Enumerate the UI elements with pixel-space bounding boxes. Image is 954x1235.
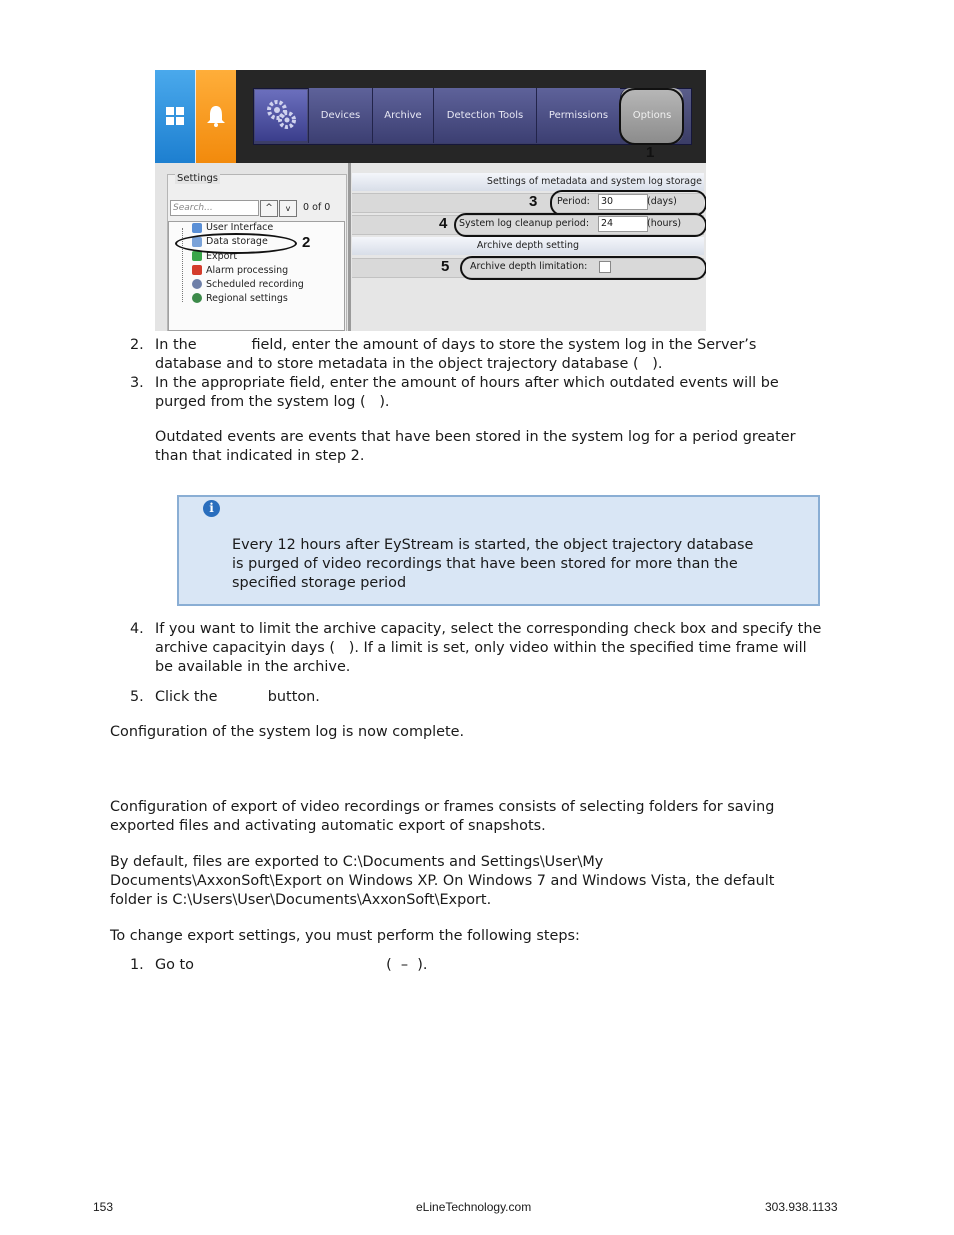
step-number: 5. <box>130 689 144 705</box>
alarm-tile[interactable] <box>196 70 236 163</box>
search-input[interactable]: Search... <box>170 200 259 216</box>
tree-alarm-processing[interactable]: Alarm processing <box>206 265 289 276</box>
nav-devices[interactable]: Devices <box>308 88 372 143</box>
default-path-line: By default, files are exported to C:\Documents and Settings\User\My <box>110 854 604 870</box>
tree-user-interface[interactable]: User Interface <box>206 222 274 233</box>
bell-icon <box>206 105 226 127</box>
nav-archive[interactable]: Archive <box>372 88 433 143</box>
period-unit: (days) <box>647 196 677 207</box>
export-intro-line: exported files and activating automatic export of snapshots. <box>110 818 546 834</box>
step-number: 3. <box>130 375 144 391</box>
archive-label: Archive depth limitation: <box>470 261 588 272</box>
info-icon: i <box>203 500 220 517</box>
outdated-note-line: than that indicated in step 2. <box>155 448 365 464</box>
period-input[interactable]: 30 <box>598 194 648 210</box>
footer-website: eLineTechnology.com <box>416 1200 532 1214</box>
callout-oval-1 <box>619 88 684 145</box>
info-text-line: specified storage period <box>232 575 407 591</box>
step-text-line: Click the button. <box>155 689 320 705</box>
tree-regional-settings[interactable]: Regional settings <box>206 293 288 304</box>
tree-export[interactable]: Export <box>206 251 238 262</box>
footer-phone: 303.938.1133 <box>765 1200 838 1214</box>
step-number: 4. <box>130 621 144 637</box>
default-path-line: Documents\AxxonSoft\Export on Windows XP. On Windows 7 and Windows Vista, the default <box>110 873 775 889</box>
step-text-line: In the field, enter the amount of days to store the system log in the Server’s <box>155 337 757 353</box>
callout-3: 3 <box>529 193 538 210</box>
callout-oval-2 <box>175 233 297 254</box>
callout-1: 1 <box>646 144 655 161</box>
callout-5: 5 <box>441 258 450 275</box>
next-result-button[interactable]: v <box>279 200 297 217</box>
windows-tile[interactable] <box>155 70 195 163</box>
prev-result-button[interactable]: ^ <box>260 200 278 217</box>
nav-options[interactable]: Options <box>620 88 683 143</box>
settings-screenshot <box>155 70 706 331</box>
page-number: 153 <box>93 1200 114 1214</box>
step-text-line: database and to store metadata in the object trajectory database ( ). <box>155 356 663 372</box>
archive-header: Archive depth setting <box>352 237 704 255</box>
info-text-line: is purged of video recordings that have been stored for more than the <box>232 556 738 572</box>
step-number: 2. <box>130 337 144 353</box>
cleanup-label: System log cleanup period: <box>459 218 590 229</box>
default-path-line: folder is C:\Users\User\Documents\AxxonSoft\Export. <box>110 892 492 908</box>
tree-data-storage[interactable]: Data storage <box>206 236 268 247</box>
clock-icon <box>192 279 202 289</box>
export-intro-line: Configuration of export of video recordings or frames consists of selecting folders for saving <box>110 799 775 815</box>
step-text-line: archive capacityin days ( ). If a limit is set, only video within the specified time frame will <box>155 640 807 656</box>
step-text-line: purged from the system log ( ). <box>155 394 390 410</box>
tile-gap <box>236 70 253 163</box>
metadata-header: Settings of metadata and system log storage <box>352 173 704 191</box>
windows-icon <box>166 107 184 125</box>
step-text-line: If you want to limit the archive capacity, select the corresponding check box and specify the <box>155 621 822 637</box>
nav-detection-tools[interactable]: Detection Tools <box>433 88 536 143</box>
cleanup-unit: (hours) <box>647 218 682 229</box>
step-text-line: be available in the archive. <box>155 659 351 675</box>
callout-oval-5 <box>460 256 706 280</box>
result-counter: 0 of 0 <box>303 202 331 213</box>
completion-text: Configuration of the system log is now complete. <box>110 724 465 740</box>
outdated-note-line: Outdated events are events that have been stored in the system log for a period greater <box>155 429 796 445</box>
cleanup-input[interactable]: 24 <box>598 216 648 232</box>
settings-label: Settings <box>177 173 219 184</box>
callout-4: 4 <box>439 215 448 232</box>
settings-gears-icon[interactable] <box>255 90 307 141</box>
tree-scheduled-recording[interactable]: Scheduled recording <box>206 279 304 290</box>
step-text-line: Go to ( – ). <box>155 957 428 973</box>
export-icon <box>192 251 202 261</box>
nav-permissions[interactable]: Permissions <box>536 88 620 143</box>
globe-icon <box>192 293 202 303</box>
monitor-icon <box>192 223 202 233</box>
info-text-line: Every 12 hours after EyStream is started, the object trajectory database <box>232 537 754 553</box>
callout-oval-4 <box>454 213 706 237</box>
step-number: 1. <box>130 957 144 973</box>
change-intro: To change export settings, you must perform the following steps: <box>110 928 580 944</box>
period-label: Period: <box>557 196 590 207</box>
step-text-line: In the appropriate field, enter the amount of hours after which outdated events will be <box>155 375 779 391</box>
alarm-icon <box>192 265 202 275</box>
callout-2: 2 <box>302 234 311 251</box>
